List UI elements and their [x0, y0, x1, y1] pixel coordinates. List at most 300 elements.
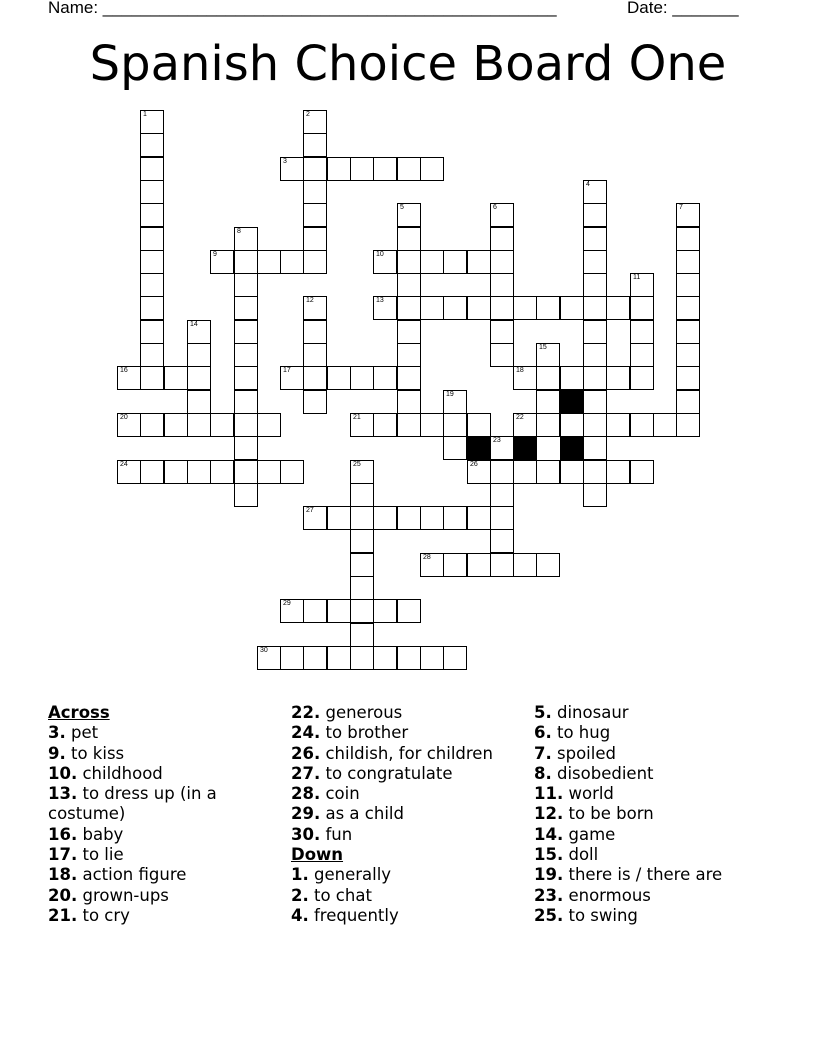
grid-block	[467, 436, 491, 460]
clue-label-number: 12.	[534, 804, 564, 824]
down-clue	[534, 825, 784, 845]
clue-text: there is / there are	[563, 865, 723, 885]
grid-cell[interactable]	[187, 413, 211, 437]
clue-number: 22	[516, 414, 524, 421]
grid-cell[interactable]	[397, 390, 421, 414]
clue-number: 1	[143, 111, 147, 118]
clue-text: frequently	[308, 905, 399, 925]
grid-cell[interactable]	[187, 343, 211, 367]
grid-cell[interactable]	[513, 296, 537, 320]
grid-cell[interactable]	[234, 366, 258, 390]
grid-cell[interactable]	[397, 250, 421, 274]
clue-text: to chat	[308, 885, 372, 905]
clues-column-1	[48, 703, 278, 926]
grid-cell[interactable]	[140, 413, 164, 437]
grid-cell[interactable]	[234, 343, 258, 367]
grid-cell[interactable]	[397, 646, 421, 670]
clue-label-number: 20.	[48, 885, 78, 905]
grid-cell[interactable]	[234, 436, 258, 460]
grid-cell[interactable]	[210, 413, 234, 437]
clue-label-number: 19.	[534, 865, 564, 885]
across-clue	[48, 845, 278, 865]
across-heading: Across	[48, 703, 110, 722]
grid-cell[interactable]	[373, 250, 397, 274]
grid-cell[interactable]	[467, 506, 491, 530]
grid-cell[interactable]	[373, 157, 397, 181]
clue-text: spoiled	[551, 743, 616, 763]
grid-cell[interactable]	[303, 506, 327, 530]
grid-cell[interactable]	[280, 646, 304, 670]
clue-number: 27	[306, 507, 314, 514]
grid-cell[interactable]	[140, 250, 164, 274]
grid-cell[interactable]	[653, 413, 677, 437]
grid-cell[interactable]	[467, 460, 491, 484]
across-clue	[291, 825, 526, 845]
across-clue	[291, 744, 526, 764]
grid-cell[interactable]	[257, 646, 281, 670]
grid-cell[interactable]	[234, 227, 258, 251]
grid-cell[interactable]	[676, 296, 700, 320]
grid-cell[interactable]	[140, 157, 164, 181]
clue-number: 7	[679, 204, 683, 211]
grid-cell[interactable]	[117, 413, 141, 437]
across-clue	[48, 744, 278, 764]
grid-cell[interactable]	[467, 553, 491, 577]
clue-number: 4	[586, 181, 590, 188]
clue-text: to cry	[77, 905, 130, 925]
grid-cell[interactable]	[583, 483, 607, 507]
grid-cell[interactable]	[536, 366, 560, 390]
clue-number: 6	[493, 204, 497, 211]
clue-label-number: 7.	[534, 743, 552, 763]
grid-cell[interactable]	[350, 413, 374, 437]
across-clue	[48, 825, 278, 845]
clue-label-number: 3.	[48, 723, 66, 743]
grid-cell[interactable]	[234, 483, 258, 507]
clue-number: 15	[539, 344, 547, 351]
clue-label-number: 29.	[291, 804, 321, 824]
grid-cell[interactable]	[303, 390, 327, 414]
grid-cell[interactable]	[467, 296, 491, 320]
clue-text: to dress up (in a costume)	[48, 784, 217, 824]
clue-label-number: 28.	[291, 784, 321, 804]
grid-cell[interactable]	[676, 227, 700, 251]
grid-cell[interactable]	[676, 320, 700, 344]
grid-cell[interactable]	[583, 460, 607, 484]
grid-cell[interactable]	[420, 296, 444, 320]
grid-cell[interactable]	[140, 180, 164, 204]
grid-cell[interactable]	[513, 460, 537, 484]
across-clue	[48, 886, 278, 906]
grid-cell[interactable]	[350, 576, 374, 600]
across-clue	[48, 723, 278, 743]
grid-cell[interactable]	[327, 599, 351, 623]
clue-text: to congratulate	[320, 763, 453, 783]
grid-cell[interactable]	[583, 227, 607, 251]
grid-cell[interactable]	[327, 157, 351, 181]
clue-number: 21	[353, 414, 361, 421]
grid-cell[interactable]	[280, 366, 304, 390]
grid-cell[interactable]	[490, 227, 514, 251]
grid-cell[interactable]	[234, 390, 258, 414]
clue-label-number: 15.	[534, 845, 564, 865]
grid-cell[interactable]	[373, 506, 397, 530]
grid-cell[interactable]	[234, 250, 258, 274]
grid-cell[interactable]	[303, 343, 327, 367]
across-clue	[291, 723, 526, 743]
grid-cell[interactable]	[164, 460, 188, 484]
grid-cell[interactable]	[560, 460, 584, 484]
grid-cell[interactable]	[234, 460, 258, 484]
grid-cell[interactable]	[303, 250, 327, 274]
grid-cell[interactable]	[397, 366, 421, 390]
grid-cell[interactable]	[443, 553, 467, 577]
grid-cell[interactable]	[490, 273, 514, 297]
grid-cell[interactable]	[303, 599, 327, 623]
clue-label-number: 27.	[291, 763, 321, 783]
grid-cell[interactable]	[234, 296, 258, 320]
clue-number: 24	[120, 461, 128, 468]
grid-cell[interactable]	[490, 343, 514, 367]
clue-number: 20	[120, 414, 128, 421]
grid-cell[interactable]	[397, 227, 421, 251]
grid-cell[interactable]	[140, 110, 164, 134]
down-clue	[534, 764, 784, 784]
grid-cell[interactable]	[234, 320, 258, 344]
grid-cell[interactable]	[420, 250, 444, 274]
grid-cell[interactable]	[234, 413, 258, 437]
clue-text: grown-ups	[77, 885, 169, 905]
clue-label-number: 17.	[48, 845, 78, 865]
grid-cell[interactable]	[443, 390, 467, 414]
grid-cell[interactable]	[560, 413, 584, 437]
clue-text: disobedient	[551, 763, 654, 783]
grid-cell[interactable]	[443, 413, 467, 437]
clue-label-number: 4.	[291, 905, 309, 925]
grid-block	[513, 436, 537, 460]
grid-cell[interactable]	[187, 320, 211, 344]
grid-cell[interactable]	[397, 599, 421, 623]
clue-label-number: 24.	[291, 723, 321, 743]
grid-cell[interactable]	[373, 413, 397, 437]
clue-label-number: 21.	[48, 905, 78, 925]
grid-cell[interactable]	[117, 366, 141, 390]
grid-cell[interactable]	[676, 366, 700, 390]
grid-cell[interactable]	[420, 646, 444, 670]
grid-cell[interactable]	[234, 273, 258, 297]
clue-text: to be born	[563, 804, 654, 824]
grid-cell[interactable]	[630, 343, 654, 367]
grid-cell[interactable]	[373, 296, 397, 320]
clue-text: to hug	[551, 723, 611, 743]
grid-cell[interactable]	[257, 250, 281, 274]
grid-cell[interactable]	[490, 460, 514, 484]
clue-number: 3	[283, 158, 287, 165]
grid-cell[interactable]	[583, 343, 607, 367]
clue-text: childhood	[77, 763, 163, 783]
clue-label-number: 14.	[534, 824, 564, 844]
grid-cell[interactable]	[560, 296, 584, 320]
grid-cell[interactable]	[676, 203, 700, 227]
clue-number: 19	[446, 391, 454, 398]
grid-cell[interactable]	[676, 273, 700, 297]
grid-cell[interactable]	[583, 413, 607, 437]
grid-cell[interactable]	[583, 436, 607, 460]
grid-cell[interactable]	[350, 623, 374, 647]
grid-cell[interactable]	[140, 296, 164, 320]
grid-cell[interactable]	[397, 343, 421, 367]
grid-cell[interactable]	[303, 133, 327, 157]
grid-cell[interactable]	[280, 157, 304, 181]
grid-cell[interactable]	[327, 366, 351, 390]
grid-cell[interactable]	[303, 646, 327, 670]
grid-cell[interactable]	[513, 553, 537, 577]
grid-cell[interactable]	[350, 460, 374, 484]
clues-column-2	[291, 703, 526, 926]
grid-cell[interactable]	[420, 157, 444, 181]
grid-cell[interactable]	[140, 227, 164, 251]
grid-cell[interactable]	[443, 646, 467, 670]
grid-cell[interactable]	[443, 250, 467, 274]
grid-cell[interactable]	[140, 203, 164, 227]
grid-cell[interactable]	[560, 366, 584, 390]
grid-cell[interactable]	[676, 250, 700, 274]
clue-number: 18	[516, 367, 524, 374]
down-clue	[534, 804, 784, 824]
grid-cell[interactable]	[257, 413, 281, 437]
grid-cell[interactable]	[303, 180, 327, 204]
clue-text: to brother	[320, 723, 409, 743]
grid-cell[interactable]	[490, 506, 514, 530]
grid-cell[interactable]	[536, 390, 560, 414]
grid-cell[interactable]	[490, 250, 514, 274]
grid-cell[interactable]	[140, 366, 164, 390]
grid-cell[interactable]	[303, 110, 327, 134]
grid-cell[interactable]	[397, 203, 421, 227]
grid-cell[interactable]	[397, 413, 421, 437]
clue-text: doll	[563, 845, 599, 865]
clue-number: 12	[306, 297, 314, 304]
grid-cell[interactable]	[513, 413, 537, 437]
grid-cell[interactable]	[350, 529, 374, 553]
grid-cell[interactable]	[443, 296, 467, 320]
down-clue	[291, 865, 526, 885]
clue-text: coin	[320, 784, 360, 804]
grid-cell[interactable]	[303, 296, 327, 320]
grid-cell[interactable]	[536, 460, 560, 484]
grid-block	[560, 390, 584, 414]
grid-cell[interactable]	[676, 413, 700, 437]
clue-number: 28	[423, 554, 431, 561]
grid-cell[interactable]	[140, 273, 164, 297]
grid-cell[interactable]	[350, 506, 374, 530]
clue-label-number: 10.	[48, 763, 78, 783]
grid-cell[interactable]	[350, 599, 374, 623]
grid-cell[interactable]	[397, 273, 421, 297]
clue-label-number: 26.	[291, 743, 321, 763]
grid-cell[interactable]	[676, 390, 700, 414]
clue-number: 29	[283, 600, 291, 607]
clue-label-number: 1.	[291, 865, 309, 885]
grid-cell[interactable]	[420, 506, 444, 530]
grid-cell[interactable]	[467, 413, 491, 437]
clue-text: as a child	[320, 804, 404, 824]
grid-cell[interactable]	[630, 296, 654, 320]
clue-label-number: 30.	[291, 824, 321, 844]
grid-cell[interactable]	[490, 483, 514, 507]
clue-number: 10	[376, 251, 384, 258]
grid-cell[interactable]	[490, 296, 514, 320]
grid-cell[interactable]	[280, 599, 304, 623]
grid-cell[interactable]	[583, 390, 607, 414]
grid-cell[interactable]	[257, 460, 281, 484]
grid-cell[interactable]	[606, 296, 630, 320]
down-clue	[534, 723, 784, 743]
grid-cell[interactable]	[350, 646, 374, 670]
grid-cell[interactable]	[583, 273, 607, 297]
grid-cell[interactable]	[187, 390, 211, 414]
grid-cell[interactable]	[164, 366, 188, 390]
grid-cell[interactable]	[606, 460, 630, 484]
down-heading: Down	[291, 845, 344, 865]
clue-label-number: 6.	[534, 723, 552, 743]
clue-text: action figure	[77, 865, 187, 885]
clue-number: 23	[493, 437, 501, 444]
grid-cell[interactable]	[397, 320, 421, 344]
grid-cell[interactable]	[443, 436, 467, 460]
clue-text: to lie	[77, 845, 124, 865]
grid-cell[interactable]	[350, 553, 374, 577]
clue-number: 11	[633, 274, 641, 281]
clue-number: 5	[400, 204, 404, 211]
grid-cell[interactable]	[630, 366, 654, 390]
clue-label-number: 2.	[291, 885, 309, 905]
grid-cell[interactable]	[350, 483, 374, 507]
grid-cell[interactable]	[140, 460, 164, 484]
clue-label-number: 22.	[291, 703, 321, 722]
grid-cell[interactable]	[630, 273, 654, 297]
grid-cell[interactable]	[140, 343, 164, 367]
clue-text: childish, for children	[320, 743, 493, 763]
grid-cell[interactable]	[303, 320, 327, 344]
grid-cell[interactable]	[490, 436, 514, 460]
grid-cell[interactable]	[140, 320, 164, 344]
grid-cell[interactable]	[420, 413, 444, 437]
grid-cell[interactable]	[536, 413, 560, 437]
grid-cell[interactable]	[490, 203, 514, 227]
grid-cell[interactable]	[630, 320, 654, 344]
clue-number: 16	[120, 367, 128, 374]
grid-cell[interactable]	[397, 157, 421, 181]
grid-cell[interactable]	[303, 203, 327, 227]
grid-cell[interactable]	[140, 133, 164, 157]
grid-cell[interactable]	[606, 413, 630, 437]
down-clue	[534, 703, 784, 723]
grid-cell[interactable]	[536, 343, 560, 367]
grid-cell[interactable]	[583, 296, 607, 320]
grid-block	[560, 436, 584, 460]
clue-text: pet	[65, 723, 99, 743]
grid-cell[interactable]	[467, 250, 491, 274]
clue-text: world	[563, 784, 614, 804]
grid-cell[interactable]	[117, 460, 141, 484]
clue-label-number: 13.	[48, 784, 78, 804]
date-field-line: Date: _______	[627, 0, 739, 17]
grid-cell[interactable]	[536, 296, 560, 320]
grid-cell[interactable]	[443, 506, 467, 530]
clue-number: 30	[260, 647, 268, 654]
grid-cell[interactable]	[187, 460, 211, 484]
across-clue	[291, 804, 526, 824]
grid-cell[interactable]	[210, 460, 234, 484]
across-clue	[291, 784, 526, 804]
grid-cell[interactable]	[164, 413, 188, 437]
grid-cell[interactable]	[490, 553, 514, 577]
clue-text: fun	[320, 824, 353, 844]
down-clue	[291, 886, 526, 906]
grid-cell[interactable]	[513, 366, 537, 390]
grid-cell[interactable]	[583, 366, 607, 390]
across-clue	[291, 764, 526, 784]
clue-label-number: 9.	[48, 743, 66, 763]
clue-text: generally	[308, 865, 392, 885]
grid-cell[interactable]	[350, 366, 374, 390]
grid-cell[interactable]	[606, 366, 630, 390]
down-clue	[534, 906, 784, 926]
grid-cell[interactable]	[583, 320, 607, 344]
grid-cell[interactable]	[536, 553, 560, 577]
grid-cell[interactable]	[583, 203, 607, 227]
grid-cell[interactable]	[397, 296, 421, 320]
grid-cell[interactable]	[303, 366, 327, 390]
grid-cell[interactable]	[373, 599, 397, 623]
grid-cell[interactable]	[373, 366, 397, 390]
grid-cell[interactable]	[210, 250, 234, 274]
grid-cell[interactable]	[490, 320, 514, 344]
clue-text: generous	[320, 703, 403, 722]
down-clue	[534, 784, 784, 804]
name-field-line: Name: ________________________________________________	[48, 0, 557, 17]
down-clue	[291, 906, 526, 926]
grid-cell[interactable]	[303, 157, 327, 181]
grid-cell[interactable]	[327, 506, 351, 530]
grid-cell[interactable]	[397, 506, 421, 530]
grid-cell[interactable]	[490, 529, 514, 553]
across-clue	[48, 784, 278, 825]
grid-cell[interactable]	[630, 413, 654, 437]
clue-number: 17	[283, 367, 291, 374]
grid-cell[interactable]	[583, 180, 607, 204]
clue-label-number: 18.	[48, 865, 78, 885]
across-clue	[48, 906, 278, 926]
down-clue	[534, 865, 784, 885]
grid-cell[interactable]	[676, 343, 700, 367]
clue-text: enormous	[563, 885, 651, 905]
grid-cell[interactable]	[187, 366, 211, 390]
grid-cell[interactable]	[350, 157, 374, 181]
grid-cell[interactable]	[373, 646, 397, 670]
grid-cell[interactable]	[280, 460, 304, 484]
grid-cell[interactable]	[420, 553, 444, 577]
across-clue	[48, 764, 278, 784]
grid-cell[interactable]	[583, 250, 607, 274]
grid-cell[interactable]	[280, 250, 304, 274]
grid-cell[interactable]	[327, 646, 351, 670]
grid-cell[interactable]	[303, 227, 327, 251]
down-clue	[534, 886, 784, 906]
clue-label-number: 23.	[534, 885, 564, 905]
grid-cell[interactable]	[630, 460, 654, 484]
